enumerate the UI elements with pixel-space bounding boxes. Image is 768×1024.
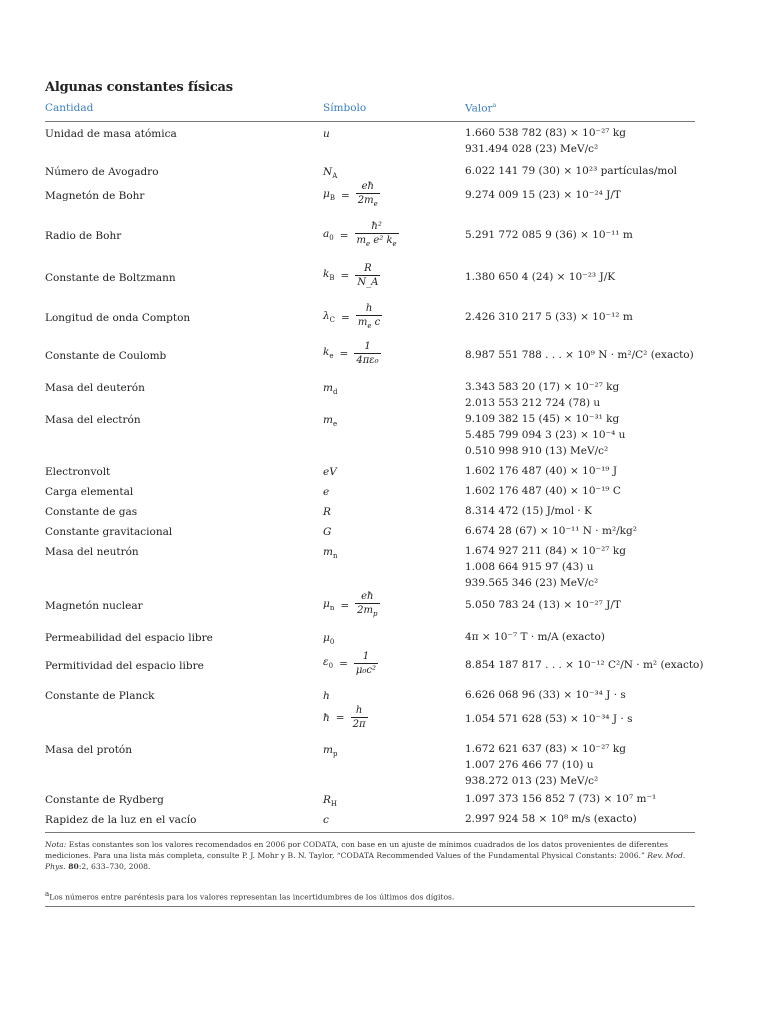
value-line: 9.109 382 15 (45) × 10⁻³¹ kg — [465, 413, 620, 425]
table-title: Algunas constantes físicas — [45, 80, 233, 95]
footnote-mark: a — [45, 890, 50, 898]
header-value-label: Valor — [465, 102, 493, 115]
symbol-cell: eV — [323, 466, 337, 478]
value-line: 1.660 538 782 (83) × 10⁻²⁷ kg — [465, 127, 626, 139]
value-line: 5.291 772 085 9 (36) × 10⁻¹¹ m — [465, 229, 633, 241]
value-line: 6.626 068 96 (33) × 10⁻³⁴ J · s — [465, 689, 626, 701]
value-line: 2.013 553 212 724 (78) u — [465, 397, 601, 409]
symbol-cell: R — [323, 506, 331, 518]
quantity-cell: Número de Avogadro — [45, 166, 159, 178]
value-line: 939.565 346 (23) MeV/c² — [465, 577, 599, 589]
value-line: 8.314 472 (15) J/mol · K — [465, 505, 592, 517]
quantity-cell: Masa del deuterón — [45, 382, 145, 394]
quantity-cell: Masa del neutrón — [45, 546, 139, 558]
quantity-cell: Magnetón de Bohr — [45, 190, 145, 202]
symbol-cell: $m_p$ — [323, 744, 338, 759]
value-line: 931.494 028 (23) MeV/c² — [465, 143, 599, 155]
symbol-cell: $a_0$ = $\frac{\text{ħ²}}{m_e e^2 k_e}$ — [323, 220, 399, 251]
value-cell — [465, 463, 617, 479]
header-quantity: Cantidad — [45, 102, 94, 114]
value-line: 1.007 276 466 77 (10) u — [465, 759, 594, 771]
table-note — [45, 839, 695, 872]
symbol-formula: $\frac{eħ}{2m_p}$ — [357, 591, 378, 618]
symbol-cell: c — [323, 814, 329, 826]
symbol-formula: $\frac{h}{2\pi}$ — [352, 705, 366, 730]
symbol-formula: $\frac{h}{m_e c}$ — [357, 303, 381, 330]
quantity-cell: Constante de Boltzmann — [45, 272, 176, 284]
value-cell — [465, 187, 621, 203]
quantity-cell: Longitud de onda Compton — [45, 312, 191, 324]
quantity-cell: Permitividad del espacio libre — [45, 660, 204, 672]
table-header — [45, 100, 695, 118]
value-line: 5.485 799 094 3 (23) × 10⁻⁴ u — [465, 429, 626, 441]
value-line: 1.054 571 628 (53) × 10⁻³⁴ J · s — [465, 713, 633, 725]
header-rule — [45, 121, 695, 122]
value-line: 938.272 013 (23) MeV/c² — [465, 775, 599, 787]
quantity-cell: Constante de Coulomb — [45, 350, 167, 362]
symbol-formula: $\frac{1}{\text{μ₀c²}}$ — [355, 651, 377, 676]
value-cell — [465, 791, 656, 807]
symbol-cell: e — [323, 486, 330, 498]
value-cell — [465, 811, 637, 827]
quantity-cell: Masa del electrón — [45, 414, 141, 426]
value-line: 4π × 10⁻⁷ T · m/A (exacto) — [465, 631, 605, 643]
value-cell — [465, 483, 621, 499]
footnote-text: Los números entre paréntesis para los valores representan las incertidumbres de los últimos dos dígitos. — [49, 892, 455, 902]
value-cell — [465, 503, 592, 519]
header-value — [465, 102, 496, 115]
value-line: 1.602 176 487 (40) × 10⁻¹⁹ J — [465, 465, 618, 477]
value-line: 6.674 28 (67) × 10⁻¹¹ N · m²/kg² — [465, 525, 637, 537]
value-line: 0.510 998 910 (13) MeV/c² — [465, 445, 609, 457]
quantity-cell: Electronvolt — [45, 466, 111, 478]
quantity-cell: Constante de gas — [45, 506, 138, 518]
value-cell — [465, 125, 626, 157]
quantity-cell: Radio de Bohr — [45, 230, 122, 242]
header-value-mark: a — [492, 102, 497, 109]
symbol-cell: $\mu_B$ = $\frac{eħ}{2m_e}$ — [323, 180, 380, 211]
symbol-formula: $\frac{\text{ħ²}}{m_e e^2 k_e}$ — [356, 221, 397, 248]
note-text-1: Estas constantes son los valores recomendados en 2006 por CODATA, con base en un ajuste de mínimos cuadrados de los datos provenientes de diferentes mediciones. Para una lista más completa, consulte P. J. Mohr y B. N. Taylor, “CODATA Recommended Values of the Fundamental Physical Constants: 2006.” — [45, 840, 669, 860]
value-cell — [465, 543, 626, 591]
quantity-cell: Magnetón nuclear — [45, 600, 143, 612]
value-line: 1.380 650 4 (24) × 10⁻²³ J/K — [465, 271, 616, 283]
constants-table-page — [45, 80, 704, 826]
value-cell — [465, 657, 703, 673]
value-cell — [465, 741, 626, 789]
value-line: 1.008 664 915 97 (43) u — [465, 561, 594, 573]
quantity-cell: Carga elemental — [45, 486, 134, 498]
value-cell — [465, 269, 615, 285]
note-volume: 80 — [65, 862, 79, 871]
value-cell — [465, 309, 633, 325]
value-cell — [465, 411, 625, 459]
symbol-formula: $\frac{R}{N\_A}$ — [357, 263, 379, 288]
value-cell — [465, 227, 633, 243]
symbol-cell: $\mu_0$ — [323, 632, 335, 647]
value-line: 2.997 924 58 × 10⁸ m/s (exacto) — [465, 813, 637, 825]
symbol-cell: $R_H$ — [323, 794, 338, 809]
header-symbol: Símbolo — [323, 102, 367, 114]
value-cell — [465, 687, 626, 703]
quantity-cell: Unidad de masa atómica — [45, 128, 177, 140]
symbol-cell: $\lambda_C$ = $\frac{h}{m_e c}$ — [323, 302, 382, 333]
value-cell — [465, 523, 637, 539]
value-cell — [465, 347, 694, 363]
value-line: 5.050 783 24 (13) × 10⁻²⁷ J/T — [465, 599, 621, 611]
quantity-cell: Constante de Rydberg — [45, 794, 164, 806]
value-line: 9.274 009 15 (23) × 10⁻²⁴ J/T — [465, 189, 621, 201]
value-line: 1.674 927 211 (84) × 10⁻²⁷ kg — [465, 545, 626, 557]
value-cell — [465, 163, 677, 179]
quantity-cell: Permeabilidad del espacio libre — [45, 632, 213, 644]
value-line: 1.602 176 487 (40) × 10⁻¹⁹ C — [465, 485, 621, 497]
note-text-2: :2, 633–730, 2008. — [78, 862, 151, 871]
quantity-cell: Masa del protón — [45, 744, 132, 756]
symbol-cell: $m_e$ — [323, 414, 338, 429]
value-cell — [465, 711, 632, 727]
symbol-cell: $k_B$ = $\frac{R}{N\_A}$ — [323, 263, 379, 288]
quantity-cell: Rapidez de la luz en el vacío — [45, 814, 197, 826]
quantity-cell: Constante gravitacional — [45, 526, 173, 538]
footer-rule-top — [45, 832, 695, 833]
symbol-cell: $k_e$ = $\frac{1}{\text{4πε₀}}$ — [323, 341, 379, 366]
value-line: 2.426 310 217 5 (33) × 10⁻¹² m — [465, 311, 633, 323]
symbol-cell: $\varepsilon_0$ = $\frac{1}{\text{μ₀c²}}$ — [323, 651, 377, 676]
symbol-cell: $N_A$ — [323, 166, 338, 181]
symbol-cell: u — [323, 128, 330, 140]
table-footnote — [45, 889, 695, 903]
symbol-formula: $\frac{1}{\text{4πε₀}}$ — [356, 341, 379, 366]
note-label: Nota: — [45, 840, 67, 849]
symbol-cell: $m_d$ — [323, 382, 338, 397]
quantity-cell: Constante de Planck — [45, 690, 155, 702]
symbol-cell: h — [323, 690, 330, 702]
footer-rule-bottom — [45, 906, 695, 907]
value-line: 8.854 187 817 . . . × 10⁻¹² C²/N · m² (exacto) — [465, 659, 704, 671]
value-cell — [465, 379, 619, 411]
value-line: 3.343 583 20 (17) × 10⁻²⁷ kg — [465, 381, 620, 393]
value-cell — [465, 629, 605, 645]
symbol-cell: ħ = $\frac{h}{2\pi}$ — [323, 705, 366, 730]
symbol-cell: $m_n$ — [323, 546, 338, 561]
value-line: 1.097 373 156 852 7 (73) × 10⁷ m⁻¹ — [465, 793, 657, 805]
value-cell — [465, 597, 621, 613]
value-line: 6.022 141 79 (30) × 10²³ partículas/mol — [465, 165, 678, 177]
value-line: 8.987 551 788 . . . × 10⁹ N · m²/C² (exacto) — [465, 349, 694, 361]
symbol-cell: G — [323, 526, 332, 538]
value-line: 1.672 621 637 (83) × 10⁻²⁷ kg — [465, 743, 626, 755]
symbol-cell: $\mu_n$ = $\frac{eħ}{2m_p}$ — [323, 590, 380, 621]
symbol-formula: $\frac{eħ}{2m_e}$ — [357, 181, 378, 208]
note-journal: Rev. Mod. Phys. — [45, 851, 686, 871]
